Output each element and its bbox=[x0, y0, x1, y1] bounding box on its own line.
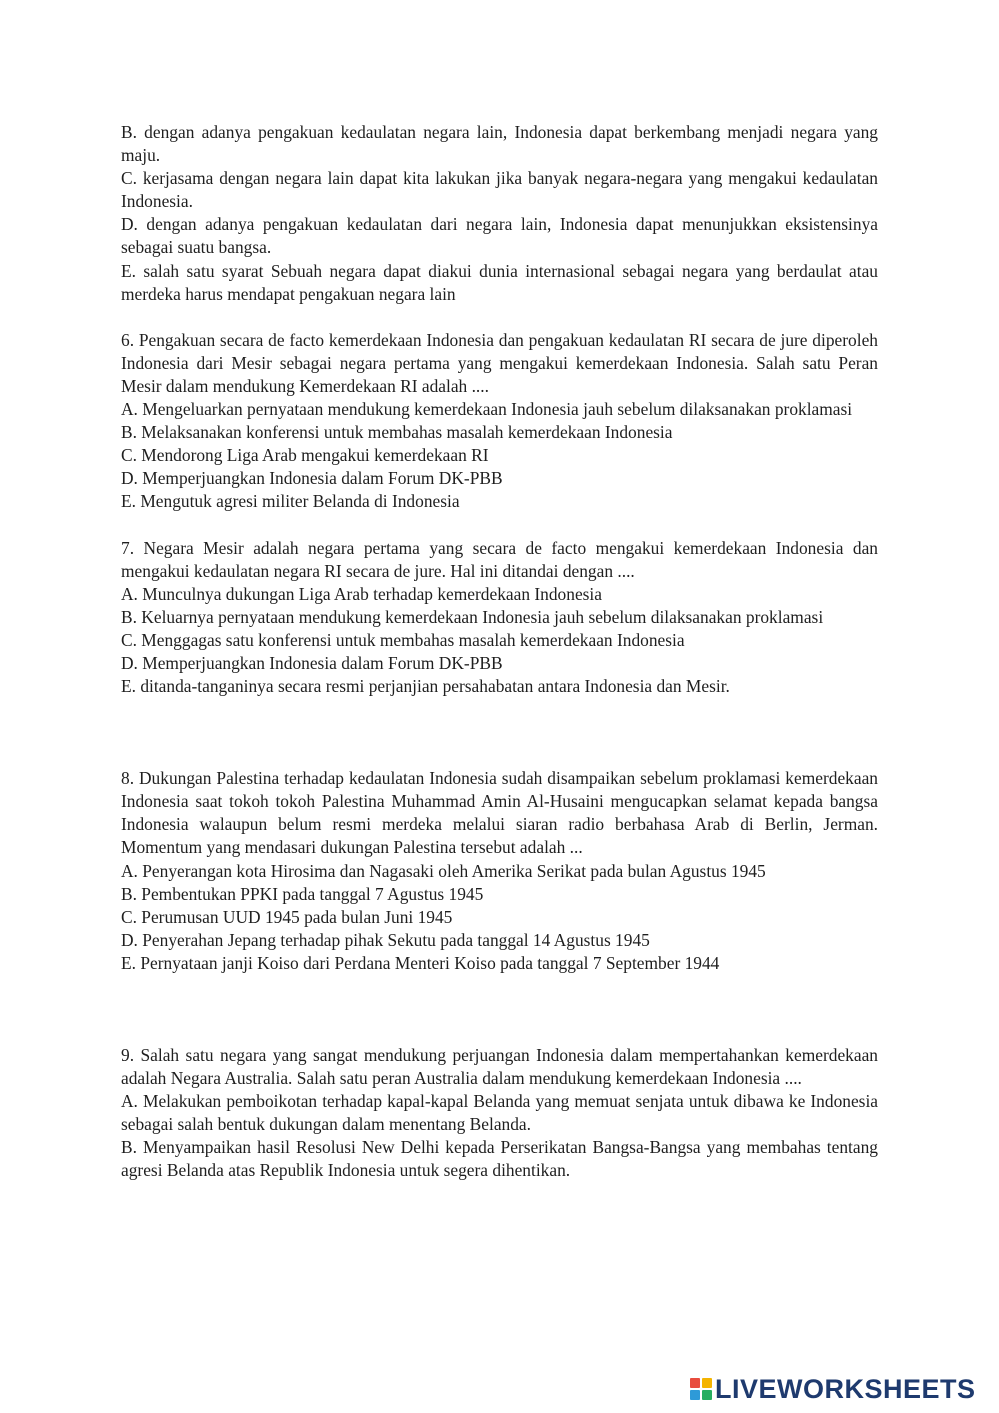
logo-square-blue bbox=[690, 1390, 700, 1400]
question-7-text: 7. Negara Mesir adalah negara pertama yang secara de facto mengakui kemerdekaan Indonesia dan mengakui kedaulatan negara RI secara de jure. Hal ini ditandai dengan .... bbox=[121, 537, 878, 581]
liveworksheets-logo-icon bbox=[690, 1378, 712, 1400]
option-8c: C. Perumusan UUD 1945 pada bulan Juni 1945 bbox=[121, 906, 453, 927]
option-7b: B. Keluarnya pernyataan mendukung kemerdekaan Indonesia jauh sebelum dilaksanakan proklamasi bbox=[121, 606, 824, 627]
option-8b: B. Pembentukan PPKI pada tanggal 7 Agustus 1945 bbox=[121, 883, 484, 904]
question-8-text: 8. Dukungan Palestina terhadap kedaulatan Indonesia sudah disampaikan sebelum proklamasi kemerdekaan Indonesia saat tokoh tokoh Palestina Muhammad Amin Al-Husaini mengucapkan selamat kepada bangsa Indonesia walaupun belum resmi merdeka melalui siaran radio berbahasa Arab di Berlin, Jerman. Momentum yang mendasari dukungan Palestina tersebut adalah ... bbox=[121, 768, 878, 858]
option-5b: B. dengan adanya pengakuan kedaulatan negara lain, Indonesia dapat berkembang menjadi negara yang maju. bbox=[121, 122, 878, 166]
question-8 bbox=[121, 767, 878, 975]
option-7e: E. ditanda-tanganinya secara resmi perjanjian persahabatan antara Indonesia dan Mesir. bbox=[121, 676, 730, 697]
logo-square-red bbox=[690, 1378, 700, 1388]
option-6b: B. Melaksanakan konferensi untuk membahas masalah kemerdekaan Indonesia bbox=[121, 422, 673, 443]
brand-name: LIVEWORKSHEETS bbox=[715, 1373, 976, 1404]
option-9a: A. Melakukan pemboikotan terhadap kapal-kapal Belanda yang memuat senjata untuk dibawa ke Indonesia sebagai salah bentuk dukungan dalam menentang Belanda. bbox=[121, 1091, 878, 1135]
worksheet-page bbox=[121, 121, 878, 1183]
option-8e: E. Pernyataan janji Koiso dari Perdana Menteri Koiso pada tanggal 7 September 1944 bbox=[121, 952, 720, 973]
liveworksheets-brand bbox=[690, 1374, 976, 1404]
logo-square-green bbox=[702, 1390, 712, 1400]
option-7a: A. Munculnya dukungan Liga Arab terhadap kemerdekaan Indonesia bbox=[121, 583, 602, 604]
option-9b: B. Menyampaikan hasil Resolusi New Delhi kepada Perserikatan Bangsa-Bangsa yang membahas tentang agresi Belanda atas Republik Indonesia untuk segera dihentikan. bbox=[121, 1137, 878, 1181]
option-7c: C. Menggagas satu konferensi untuk membahas masalah kemerdekaan Indonesia bbox=[121, 629, 685, 650]
option-8d: D. Penyerahan Jepang terhadap pihak Sekutu pada tanggal 14 Agustus 1945 bbox=[121, 929, 650, 950]
option-8a: A. Penyerangan kota Hirosima dan Nagasaki oleh Amerika Serikat pada bulan Agustus 1945 bbox=[121, 860, 766, 881]
option-5d: D. dengan adanya pengakuan kedaulatan dari negara lain, Indonesia dapat menunjukkan eksistensinya sebagai suatu bangsa. bbox=[121, 214, 878, 258]
question-9 bbox=[121, 1044, 878, 1183]
question-5-options bbox=[121, 121, 878, 306]
question-7 bbox=[121, 537, 878, 699]
logo-square-yellow bbox=[702, 1378, 712, 1388]
option-5e: E. salah satu syarat Sebuah negara dapat diakui dunia internasional sebagai negara yang berdaulat atau merdeka harus mendapat pengakuan negara lain bbox=[121, 260, 878, 304]
option-7d: D. Memperjuangkan Indonesia dalam Forum DK-PBB bbox=[121, 652, 503, 673]
option-6d: D. Memperjuangkan Indonesia dalam Forum DK-PBB bbox=[121, 468, 503, 489]
question-6 bbox=[121, 329, 878, 514]
option-6c: C. Mendorong Liga Arab mengakui kemerdekaan RI bbox=[121, 445, 489, 466]
option-5c: C. kerjasama dengan negara lain dapat kita lakukan jika banyak negara-negara yang mengakui kedaulatan Indonesia. bbox=[121, 168, 878, 212]
question-6-text: 6. Pengakuan secara de facto kemerdekaan Indonesia dan pengakuan kedaulatan RI secara de jure diperoleh Indonesia dari Mesir sebagai negara pertama yang mengakui kemerdekaan Indonesia. Salah satu Peran Mesir dalam mendukung Kemerdekaan RI adalah .... bbox=[121, 329, 878, 396]
option-6e: E. Mengutuk agresi militer Belanda di Indonesia bbox=[121, 491, 460, 512]
question-9-text: 9. Salah satu negara yang sangat mendukung perjuangan Indonesia dalam mempertahankan kemerdekaan adalah Negara Australia. Salah satu peran Australia dalam mendukung kemerdekaan Indonesia .... bbox=[121, 1045, 878, 1089]
option-6a: A. Mengeluarkan pernyataan mendukung kemerdekaan Indonesia jauh sebelum dilaksanakan proklamasi bbox=[121, 399, 853, 420]
